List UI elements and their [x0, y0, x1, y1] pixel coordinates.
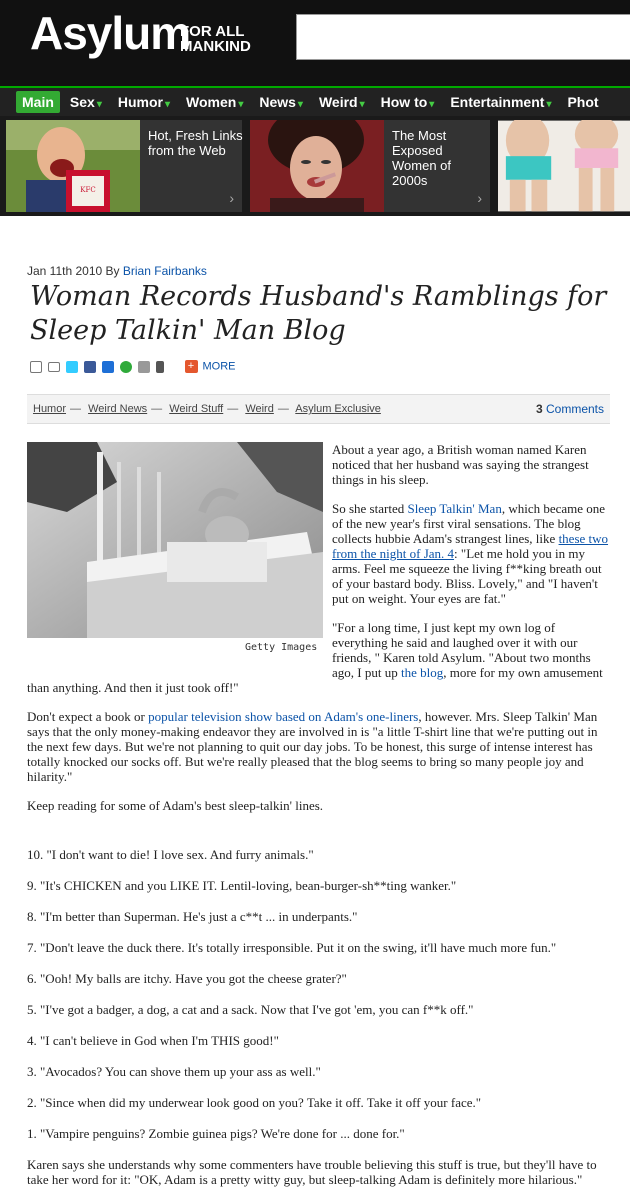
- article-date: Jan 11th 2010: [27, 264, 103, 278]
- list-item: 9. "It's CHICKEN and you LIKE IT. Lentil-loving, bean-burger-sh**ting wanker.": [27, 878, 457, 893]
- jan-4-link[interactable]: these two from the night of Jan. 4: [332, 531, 609, 561]
- share-bar: [30, 360, 330, 376]
- paragraph-text: , more for my own amusement than anything. And then it just took off!": [27, 665, 603, 695]
- mobile-icon[interactable]: [156, 361, 164, 373]
- list-item: 7. "Don't leave the duck there. It's totally irresponsible. Put it on the swing, it'll have much more fun.": [27, 940, 557, 955]
- nav-item-main[interactable]: [16, 91, 60, 113]
- article-title: Woman Records Husband's Ramblings for Sleep Talkin' Man Blog: [30, 281, 607, 346]
- myspace-icon[interactable]: [102, 361, 114, 373]
- paragraph-text: So she started: [332, 501, 408, 516]
- plus-icon[interactable]: +: [185, 360, 198, 373]
- caret-down-icon: ▾: [429, 99, 435, 110]
- paragraph-text: Karen says she understands why some commenters have trouble believing this stuff is true, but they'll have to take her word for it: "OK, Adam is a pretty witty guy, but sleep-talking Adam is definitely more hilarious.": [27, 1157, 597, 1187]
- paragraph: [27, 709, 610, 784]
- blog-link[interactable]: the blog: [400, 665, 444, 680]
- paragraph-text: , however. Mrs. Sleep Talkin' Man says that the only money-making endeavor they are involved in is "a little T-shirt line that we're putting out in the next few days. But we're not planning to quit our day jobs. To be honest, this surge of intense interest has totally knocked our socks off. But we're really pleased that the blog seems to bring so many people joy and hilarity.": [27, 709, 598, 784]
- tag-separator: —: [151, 403, 163, 415]
- comment-count: 3: [535, 402, 543, 416]
- print-icon[interactable]: [30, 361, 42, 373]
- facebook-icon[interactable]: [84, 361, 96, 373]
- chevron-right-icon: ›: [477, 190, 482, 206]
- list-item: 10. "I don't want to die! I love sex. And furry animals.": [27, 847, 314, 862]
- tag-link[interactable]: Humor: [33, 403, 67, 415]
- caret-down-icon: ▾: [359, 99, 365, 110]
- paragraph-text: Don't expect a book or: [27, 709, 149, 724]
- caret-down-icon: ▾: [546, 99, 552, 110]
- man-eating-chicken-image: [6, 120, 140, 212]
- nav-label: Entertainment: [450, 94, 545, 110]
- list-item: 6. "Ooh! My balls are itchy. Have you got the cheese grater?": [27, 971, 347, 986]
- caret-down-icon: ▾: [96, 99, 102, 110]
- site-tagline: [180, 24, 251, 54]
- promo-card-women[interactable]: [250, 120, 490, 212]
- photo-spacer: [27, 442, 332, 667]
- promo-strip: [0, 116, 630, 216]
- paragraph: [27, 1157, 610, 1187]
- digg-icon[interactable]: [138, 361, 150, 373]
- search-input[interactable]: [296, 14, 630, 60]
- nav-label: Women: [186, 94, 237, 110]
- paragraph-text: About a year ago, a British woman named Karen noticed that her husband was saying the strangest things in his sleep.: [332, 442, 589, 487]
- main-nav: [0, 86, 630, 116]
- caret-down-icon: ▾: [238, 99, 244, 110]
- list-item: 2. "Since when did my underwear look good on you? Take it off. Take it off your face.": [27, 1095, 482, 1110]
- tag-link[interactable]: Weird: [245, 403, 274, 415]
- list-item: 8. "I'm better than Superman. He's just a c**t ... in underpants.": [27, 909, 358, 924]
- comment-label: Comments: [545, 402, 604, 416]
- article-body: [27, 442, 610, 1201]
- byline-label: By: [105, 264, 120, 278]
- nav-item-humor[interactable]: [112, 91, 176, 113]
- caret-down-icon: ▾: [164, 99, 170, 110]
- nav-label: Main: [22, 94, 54, 110]
- svg-text:KFC: KFC: [80, 186, 96, 194]
- stumbleupon-icon[interactable]: [120, 361, 132, 373]
- women-shorts-image: [498, 120, 630, 212]
- tag-link[interactable]: Asylum Exclusive: [295, 403, 381, 415]
- promo-text: Hot, Fresh Links from the Web: [148, 128, 243, 158]
- nav-item-sex[interactable]: [64, 91, 108, 113]
- tag-link[interactable]: Weird Stuff: [169, 403, 224, 415]
- paragraph: [27, 798, 610, 813]
- promo-card-shorts[interactable]: [498, 120, 630, 212]
- chevron-right-icon: ›: [229, 190, 234, 206]
- nav-label: Weird: [318, 94, 358, 110]
- paragraph-text: , which became one of the new year's first viral sensations. The blog collects hubbie Adam's strangest lines, like: [332, 501, 606, 546]
- paragraph-text: : "Let me hold you in my arms. Feel me squeeze the living f**king breath out of your bastard body. Bliss. Lovely," and "I haven't put on weight. Your eyes are fat.": [332, 546, 602, 606]
- article-meta: [27, 264, 207, 278]
- list-item: 4. "I can't believe in God when I'm THIS good!": [27, 1033, 279, 1048]
- woman-portrait-image: [250, 120, 384, 212]
- promo-text: The Most Exposed Women of 2000s: [392, 128, 452, 188]
- caret-down-icon: ▾: [297, 99, 303, 110]
- tag-separator: —: [227, 403, 239, 415]
- list-item: 3. "Avocados? You can shove them up your ass as well.": [27, 1064, 321, 1079]
- paragraph-text: "For a long time, I just kept my own log of everything he said and laughed over it with our friends, " Karen told Asylum. "About two months ago, I put up: [332, 620, 591, 680]
- tag-link[interactable]: Weird News: [88, 403, 148, 415]
- nav-item-women[interactable]: [180, 91, 249, 113]
- comments-link[interactable]: [536, 395, 604, 423]
- article: [0, 222, 630, 1200]
- nav-label: Sex: [69, 94, 95, 110]
- promo-card-links[interactable]: [6, 120, 242, 212]
- tv-show-link[interactable]: popular television show based on Adam's one-liners: [148, 709, 419, 724]
- share-more-link[interactable]: MORE: [202, 360, 236, 373]
- nav-item-news[interactable]: [253, 91, 309, 113]
- nav-item-photos[interactable]: [561, 91, 604, 113]
- site-header: [0, 0, 630, 86]
- nav-item-how-to[interactable]: [375, 91, 441, 113]
- tagline-line-2: MANKIND: [180, 38, 251, 55]
- nav-label: News: [259, 94, 296, 110]
- list-item: 5. "I've got a badger, a dog, a cat and a sack. Now that I've got 'em, you can f**k off.": [27, 1002, 474, 1017]
- site-logo[interactable]: Asylum: [30, 7, 191, 59]
- nav-label: Humor: [117, 94, 163, 110]
- quote-list: [27, 847, 610, 1141]
- email-icon[interactable]: [48, 362, 60, 372]
- photo-credit: Getty Images: [245, 642, 318, 653]
- tagline-line-1: FOR ALL: [180, 23, 245, 40]
- tag-bar: [27, 394, 610, 424]
- nav-label: Phot: [567, 94, 599, 110]
- nav-item-weird[interactable]: [313, 91, 371, 113]
- nav-label: How to: [380, 94, 428, 110]
- list-item: 1. "Vampire penguins? Zombie guinea pigs? We're done for ... done for.": [27, 1126, 405, 1141]
- tag-separator: —: [277, 403, 289, 415]
- sleep-talkin-man-link[interactable]: Sleep Talkin' Man: [407, 501, 502, 516]
- nav-item-entertainment[interactable]: [444, 91, 557, 113]
- tag-separator: —: [70, 403, 82, 415]
- twitter-icon[interactable]: [66, 361, 78, 373]
- author-link[interactable]: Brian Fairbanks: [122, 264, 207, 278]
- paragraph-text: Keep reading for some of Adam's best sleep-talkin' lines.: [27, 798, 324, 813]
